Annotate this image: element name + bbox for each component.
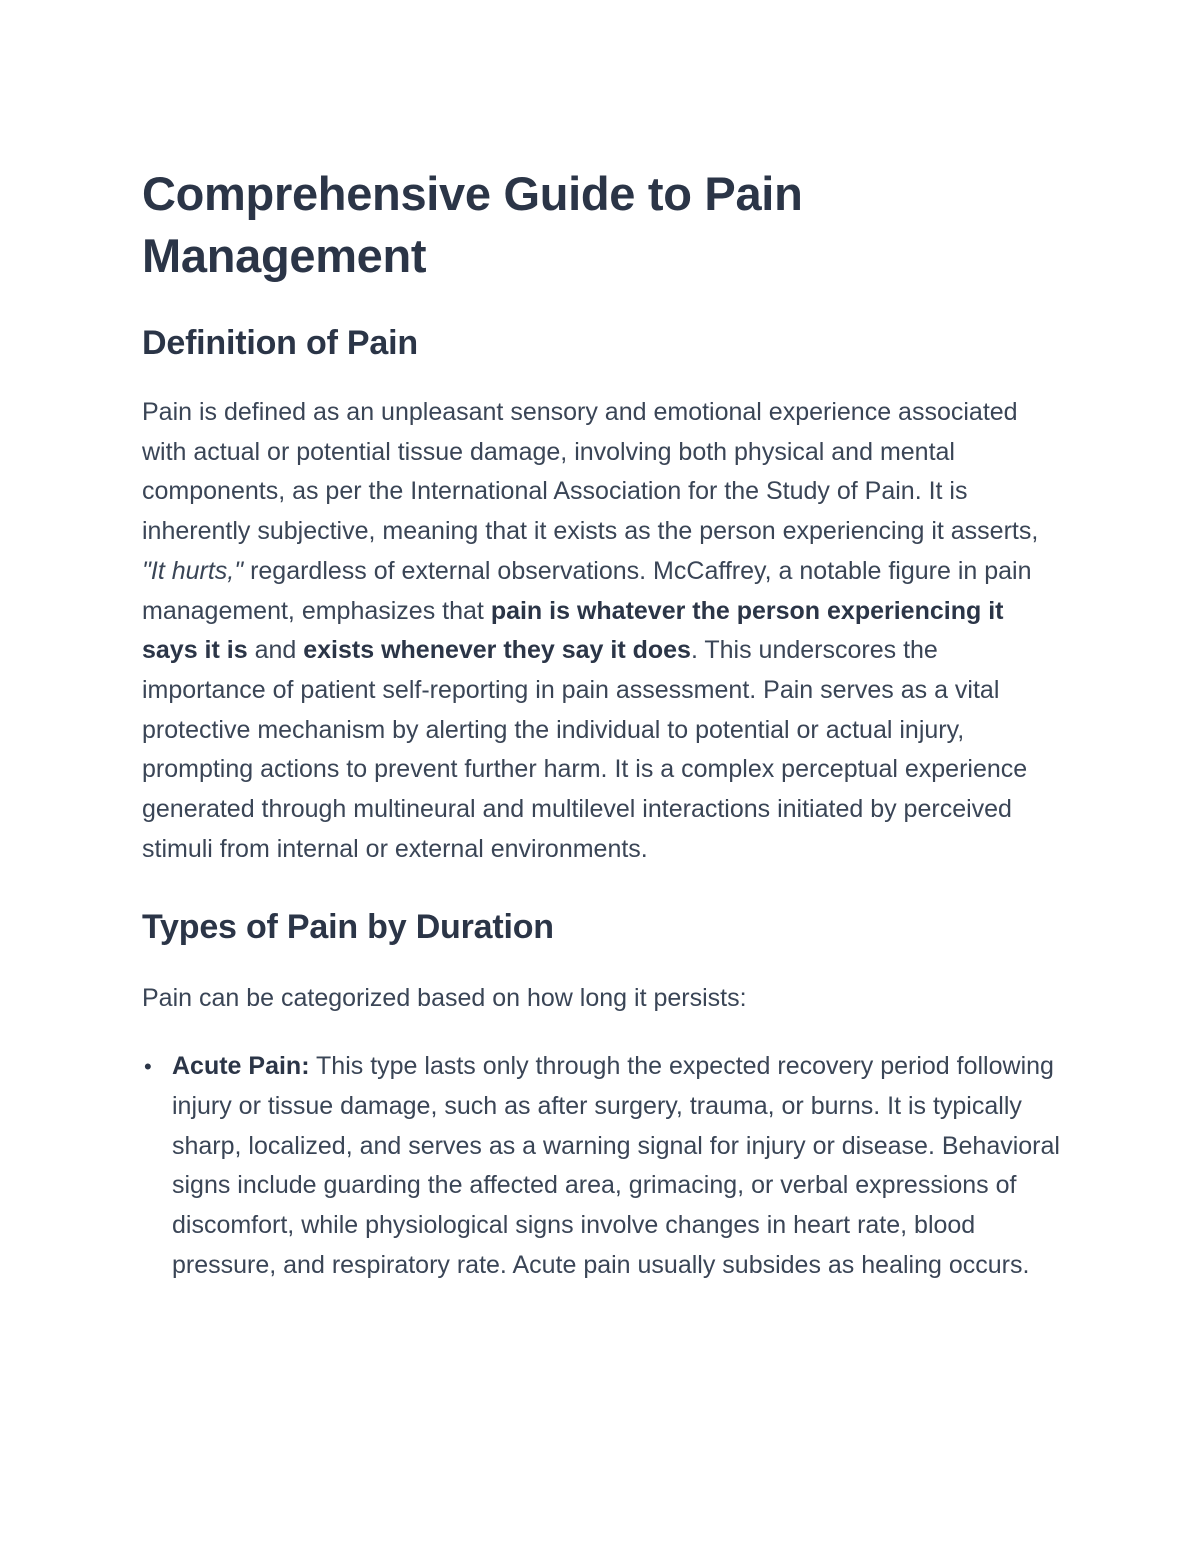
definition-bold-2: exists whenever they say it does — [303, 636, 691, 665]
definition-quote: "It hurts," — [142, 556, 244, 585]
section-heading-definition: Definition of Pain — [142, 324, 418, 362]
pain-types-list — [142, 1047, 1062, 1285]
definition-paragraph — [142, 393, 1062, 869]
bullet-icon: • — [144, 1054, 152, 1080]
definition-text-part3: and — [247, 636, 304, 665]
document-page — [142, 163, 1062, 1285]
definition-text-part2: regardless of external observations. McCaffrey, a notable figure in pain management, emphasizes that — [142, 556, 1032, 625]
definition-text-part4: . This underscores the importance of patient self-reporting in pain assessment. Pain serves as a vital protective mechanism by alerting the individual to potential or actual injury, prompting actions to prevent further harm. It is a complex perceptual experience generated through multineural and multilevel interactions initiated by perceived stimuli from internal or external environments. — [142, 636, 1028, 863]
types-intro: Pain can be categorized based on how long it persists: — [142, 984, 747, 1013]
list-item-text: This type lasts only through the expected recovery period following injury or tissue damage, such as after surgery, trauma, or burns. It is typically sharp, localized, and serves as a warning signal for injury or disease. Behavioral signs include guarding the affected area, grimacing, or verbal expressions of discomfort, while physiological signs involve changes in heart rate, blood pressure, and respiratory rate. Acute pain usually subsides as healing occurs. — [172, 1052, 1060, 1279]
definition-text-part1: Pain is defined as an unpleasant sensory and emotional experience associated with actual or potential tissue damage, involving both physical and mental components, as per the International Association for the Study of Pain. It is inherently subjective, meaning that it exists as the person experiencing it asserts, — [142, 398, 1039, 546]
list-item — [142, 1047, 1062, 1285]
definition-bold-1: pain is whatever the person experiencing it says it is — [142, 596, 1004, 665]
list-item-label: Acute Pain: — [172, 1052, 310, 1081]
document-title: Comprehensive Guide to Pain Management — [142, 167, 803, 282]
section-heading-types: Types of Pain by Duration — [142, 908, 554, 947]
